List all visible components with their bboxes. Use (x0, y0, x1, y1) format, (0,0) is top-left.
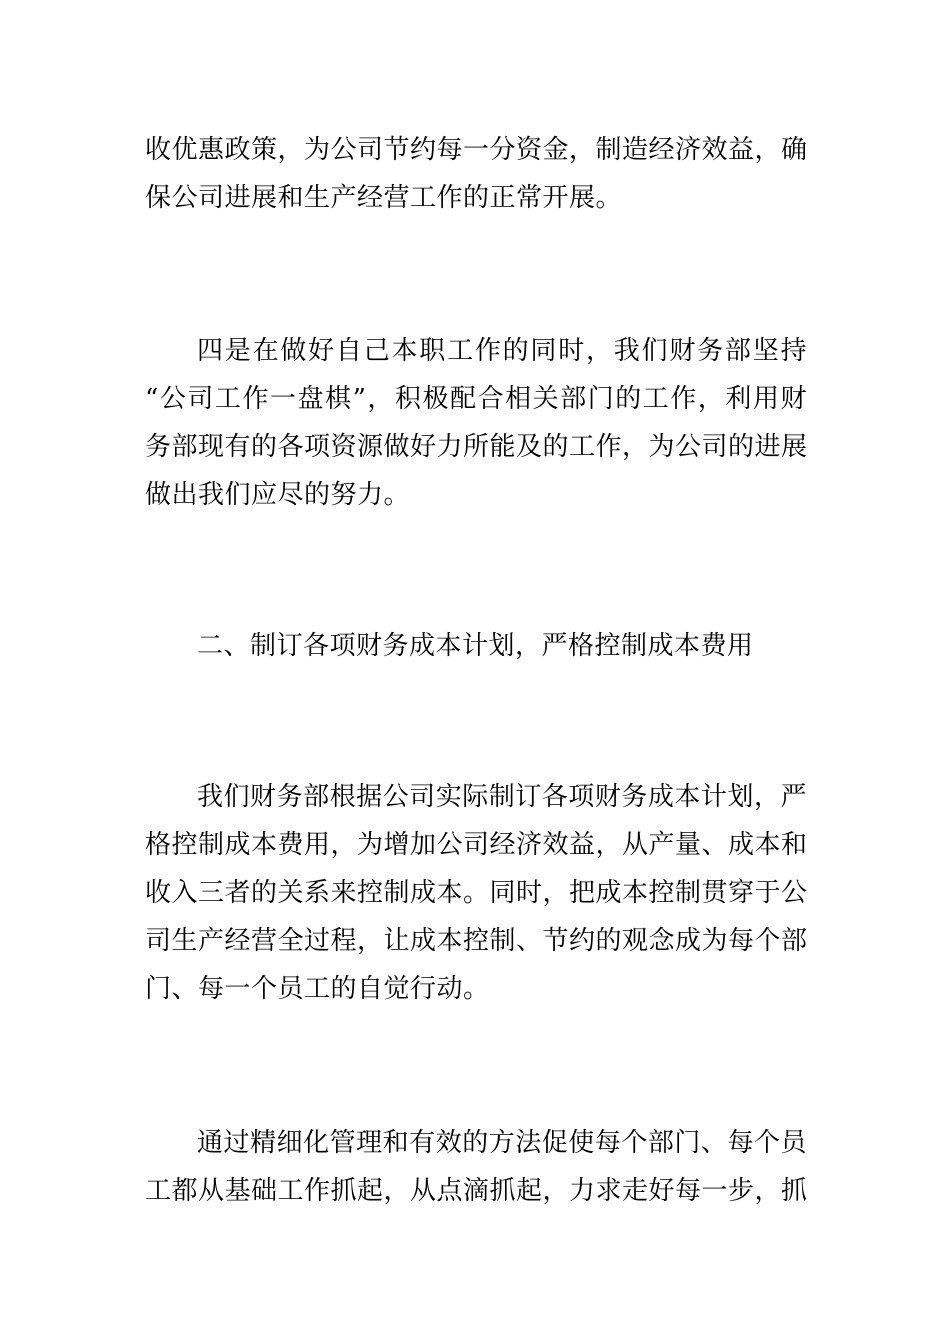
text-line: “公司工作一盘棋”，积极配合相关部门的工作，利用财 (145, 384, 807, 414)
section-heading (145, 622, 807, 670)
text-line: 通过精细化管理和有效的方法促使每个部门、每个员 (197, 1128, 807, 1158)
paragraph-2 (145, 327, 807, 519)
text-line: 收入三者的关系来控制成本。同时，把成本控制贯穿于公 (145, 878, 808, 908)
paragraph-1 (145, 126, 807, 222)
paragraph-3 (145, 773, 807, 1013)
text-line: 司生产经营全过程，让成本控制、节约的观念成为每个部 (145, 926, 808, 956)
text-line: 格控制成本费用，为增加公司经济效益，从产量、成本和 (145, 830, 808, 860)
text-line: 收优惠政策，为公司节约每一分资金，制造经济效益，确 (145, 135, 808, 165)
text-line: 门、每一个员工的自觉行动。 (145, 974, 490, 1004)
heading-line: 二、制订各项财务成本计划，严格控制成本费用 (197, 631, 754, 661)
text-line: 四是在做好自己本职工作的同时，我们财务部坚持 (197, 336, 807, 366)
text-line: 做出我们应尽的努力。 (145, 480, 411, 510)
text-line: 务部现有的各项资源做好力所能及的工作，为公司的进展 (145, 432, 808, 462)
text-line: 工都从基础工作抓起，从点滴抓起，力求走好每一步，抓 (145, 1176, 808, 1206)
paragraph-4 (145, 1119, 807, 1215)
text-line: 保公司进展和生产经营工作的正常开展。 (145, 183, 623, 213)
text-line: 我们财务部根据公司实际制订各项财务成本计划，严 (197, 782, 807, 812)
